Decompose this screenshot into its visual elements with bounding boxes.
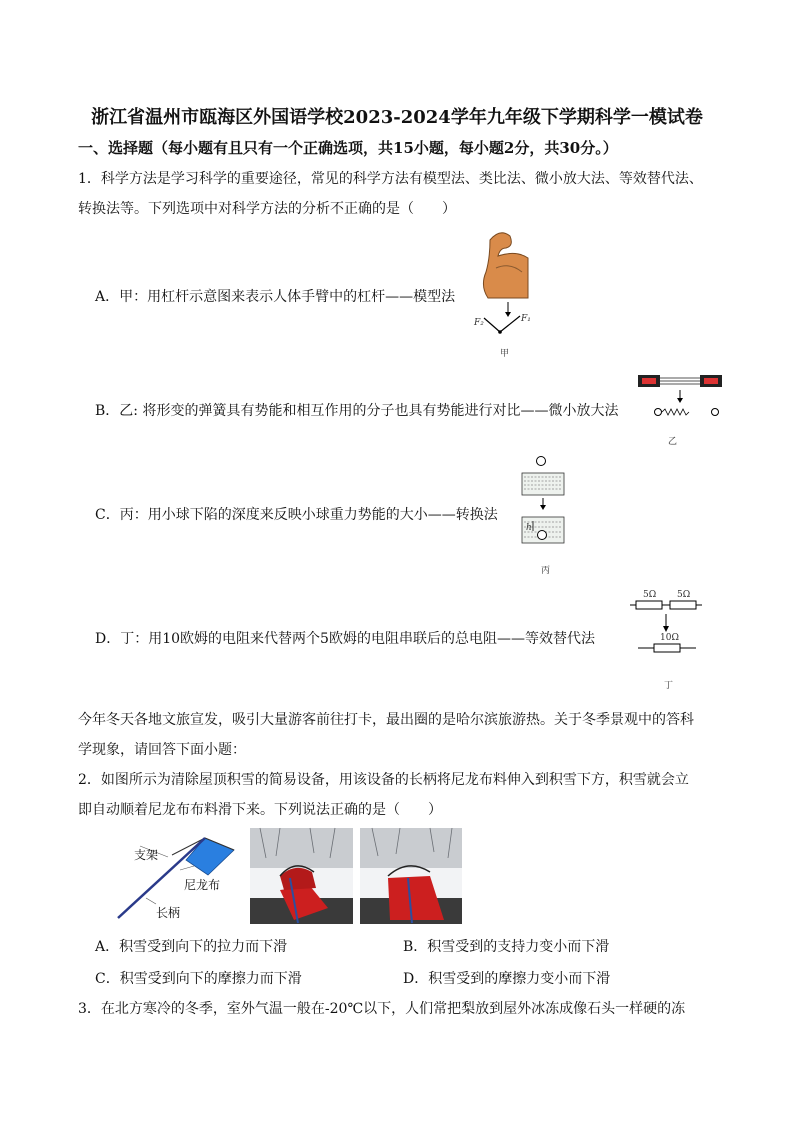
q1-option-a: A．甲：用杠杆示意图来表示人体手臂中的杠杆——模型法: [95, 289, 456, 305]
context-line2: 学现象，请回答下面小题：: [78, 742, 246, 758]
q1-option-d: D．丁：用10欧姆的电阻来代替两个5欧姆的电阻串联后的总电阻——等效替代法: [95, 631, 595, 647]
label-changbing: 长柄: [156, 906, 181, 920]
q2-option-d: D．积雪受到的摩擦力变小而下滑: [403, 971, 611, 987]
label-r3: 10Ω: [660, 633, 679, 643]
label-ding: 丁: [664, 681, 674, 691]
q1-stem-line2: 转换法等。下列选项中对科学方法的分析不正确的是（ ）: [78, 201, 456, 217]
label-r1: 5Ω: [643, 590, 657, 600]
q2-option-a: A．积雪受到向下的拉力而下滑: [95, 939, 288, 955]
figure-bing-ball-sand: [516, 455, 576, 559]
label-h: h: [526, 523, 532, 533]
label-nilongbu: 尼龙布: [184, 878, 221, 892]
section-heading: 一、选择题（每小题有且只有一个正确选项，共15小题，每小题2分，共30分。）: [78, 139, 618, 157]
label-zhijia: 支架: [134, 848, 159, 862]
q2-option-c: C．积雪受到向下的摩擦力而下滑: [95, 971, 302, 987]
context-line1: 今年冬天各地文旅宣发，吸引大量游客前往打卡，最出圈的是哈尔滨旅游热。关于冬季景观中的答科: [78, 712, 694, 728]
q2-stem-line1: 2．如图所示为清除屋顶积雪的简易设备，用该设备的长柄将尼龙布料伸入到积雪下方，积雪就会立: [78, 772, 689, 788]
figure-jia-arm-lever: [470, 228, 540, 360]
q3-stem-line1: 3．在北方寒冷的冬季，室外气温一般在-20℃以下，人们常把梨放到屋外冰冻成像石头一样硬的冻: [78, 1001, 686, 1017]
figure-ding-resistors: [628, 590, 708, 660]
snow-roof-photo-1: [250, 828, 353, 924]
label-jia: 甲: [500, 349, 510, 359]
label-yi: 乙: [668, 437, 678, 447]
q1-option-b: B．乙: 将形变的弹簧具有势能和相互作用的分子也具有势能进行对比——微小放大法: [95, 403, 619, 419]
label-f2: F₂: [474, 318, 484, 328]
q2-stem-line2: 即自动顺着尼龙布布料滑下来。下列说法正确的是（ ）: [78, 802, 442, 818]
q1-stem-line1: 1．科学方法是学习科学的重要途径，常见的科学方法有模型法、类比法、微小放大法、等效替代法、: [78, 171, 703, 187]
label-r2: 5Ω: [677, 590, 691, 600]
snow-roof-photo-2: [360, 828, 462, 924]
label-bing: 丙: [541, 566, 551, 576]
q2-option-b: B．积雪受到的支持力变小而下滑: [403, 939, 610, 955]
q1-option-c: C．丙：用小球下陷的深度来反映小球重力势能的大小——转换法: [95, 507, 498, 523]
figure-yi-spring: [636, 372, 726, 422]
page-title: 浙江省温州市瓯海区外国语学校2023-2024学年九年级下学期科学一模试卷: [91, 107, 703, 128]
label-f1: F₁: [521, 314, 531, 324]
